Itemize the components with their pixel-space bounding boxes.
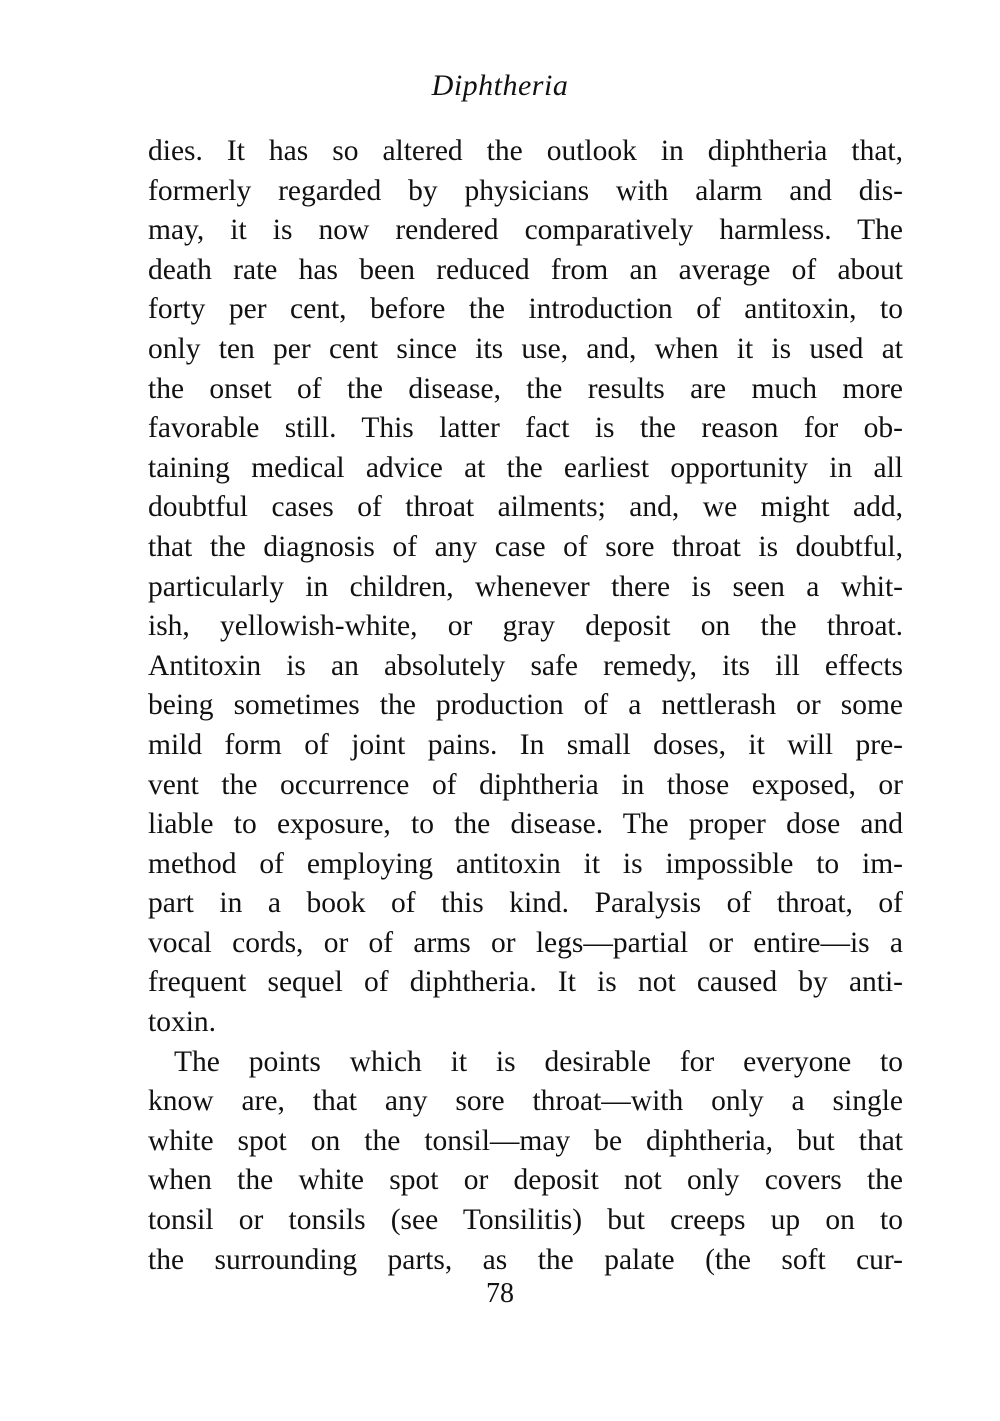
text-line: vent the occurrence of diphtheria in those exposed, or <box>148 768 903 801</box>
text-line: forty per cent, before the introduction of antitoxin, to <box>148 293 903 326</box>
body-text <box>148 132 903 1280</box>
text-line: formerly regarded by physicians with alarm and dis- <box>148 174 903 207</box>
text-line: ish, yellowish-white, or gray deposit on the throat. <box>148 610 903 643</box>
text-line: when the white spot or deposit not only covers the <box>148 1164 903 1197</box>
text-line: death rate has been reduced from an average of about <box>148 253 903 286</box>
text-line: tonsil or tonsils (see Tonsilitis) but creeps up on to <box>148 1204 903 1237</box>
page-number: 78 <box>486 1278 514 1309</box>
text-line: method of employing antitoxin it is impossible to im- <box>148 847 903 880</box>
paragraph-1 <box>148 132 903 1043</box>
running-head: Diphtheria <box>431 69 569 102</box>
text-line: being sometimes the production of a nettlerash or some <box>148 689 903 722</box>
text-line: frequent sequel of diphtheria. It is not caused by anti- <box>148 966 903 999</box>
text-line: toxin. <box>148 1006 217 1039</box>
text-line: the surrounding parts, as the palate (the soft cur- <box>148 1243 903 1276</box>
text-line: part in a book of this kind. Paralysis of throat, of <box>148 887 903 920</box>
text-line: The points which it is desirable for everyone to <box>174 1045 903 1078</box>
text-line: Antitoxin is an absolutely safe remedy, its ill effects <box>148 649 903 682</box>
text-line: know are, that any sore throat—with only a single <box>148 1085 903 1118</box>
text-line: taining medical advice at the earliest opportunity in all <box>148 451 903 484</box>
text-line: white spot on the tonsil—may be diphtheria, but that <box>148 1124 903 1157</box>
text-line: dies. It has so altered the outlook in diphtheria that, <box>148 135 903 167</box>
text-line: that the diagnosis of any case of sore throat is doubtful, <box>148 530 903 563</box>
text-line: liable to exposure, to the disease. The proper dose and <box>148 808 903 841</box>
text-line: mild form of joint pains. In small doses, it will pre- <box>148 728 903 761</box>
text-line: doubtful cases of throat ailments; and, we might add, <box>148 491 903 524</box>
text-line: particularly in children, whenever there is seen a whit- <box>148 570 903 603</box>
text-line: favorable still. This latter fact is the reason for ob- <box>148 412 903 445</box>
text-line: vocal cords, or of arms or legs—partial or entire—is a <box>148 926 903 959</box>
text-line: only ten per cent since its use, and, when it is used at <box>148 332 903 365</box>
paragraph-2 <box>148 1043 903 1281</box>
text-line: may, it is now rendered comparatively harmless. The <box>148 214 903 247</box>
text-line: the onset of the disease, the results are much more <box>148 372 903 405</box>
